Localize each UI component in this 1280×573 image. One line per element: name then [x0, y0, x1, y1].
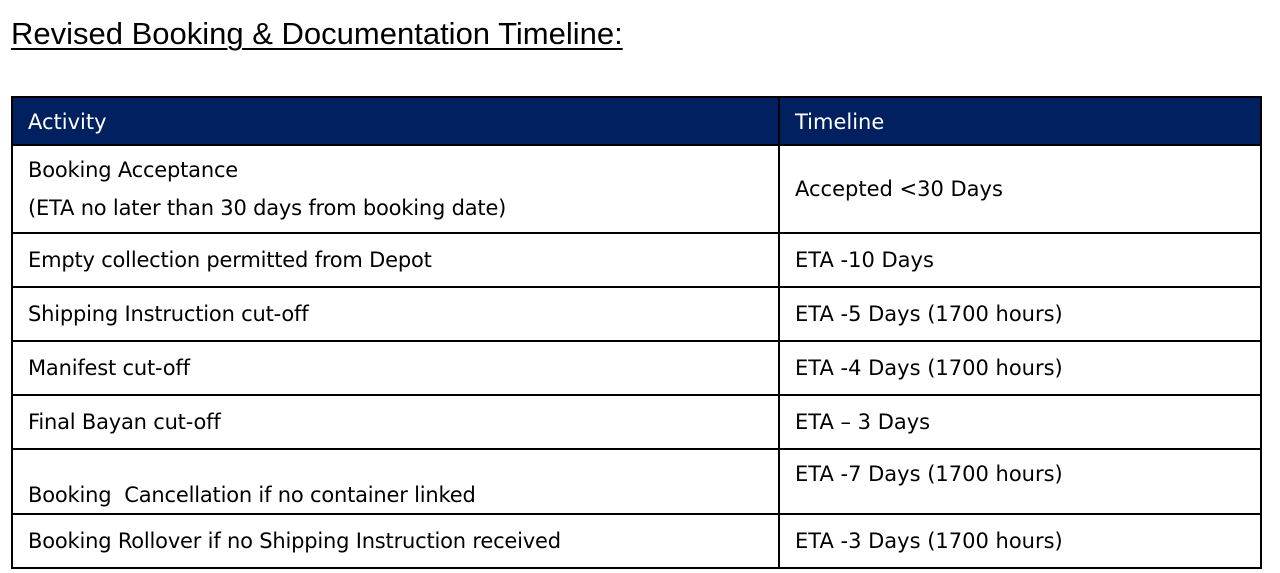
timeline-cell: [779, 514, 1261, 568]
timeline-text: ETA -3 Days (1700 hours): [795, 529, 1063, 553]
activity-cell: [12, 449, 779, 514]
activity-cell: [12, 233, 779, 287]
activity-text: Empty collection permitted from Depot: [28, 248, 432, 272]
activity-text: Booking Rollover if no Shipping Instruction received: [28, 529, 561, 553]
activity-text: Final Bayan cut-off: [28, 410, 221, 434]
activity-note: (ETA no later than 30 days from booking date): [28, 196, 507, 220]
timeline-cell: [779, 233, 1261, 287]
activity-text: Manifest cut-off: [28, 356, 190, 380]
table-row: [12, 287, 1261, 341]
timeline-text: ETA -5 Days (1700 hours): [795, 302, 1063, 326]
timeline-cell: [779, 145, 1261, 233]
timeline-cell: [779, 449, 1261, 514]
timeline-text: ETA -10 Days: [795, 248, 934, 272]
activity-cell: [12, 395, 779, 449]
document-title: Revised Booking & Documentation Timeline:: [11, 16, 623, 51]
table-row: [12, 145, 1261, 233]
timeline-column-header: Timeline: [779, 97, 1261, 145]
activity-cell: [12, 287, 779, 341]
booking-timeline-table: [11, 96, 1262, 569]
table-body: [12, 145, 1261, 568]
table-row: [12, 449, 1261, 514]
table-row: [12, 514, 1261, 568]
table-row: [12, 233, 1261, 287]
table-row: [12, 395, 1261, 449]
timeline-text: Accepted <30 Days: [795, 177, 1003, 201]
activity-text: Booking Cancellation if no container linked: [28, 483, 476, 507]
timeline-cell: [779, 395, 1261, 449]
timeline-cell: [779, 287, 1261, 341]
timeline-text: ETA -4 Days (1700 hours): [795, 356, 1063, 380]
activity-cell: [12, 145, 779, 233]
timeline-text: ETA – 3 Days: [795, 410, 931, 434]
header-row: [12, 97, 1261, 145]
table-header: [12, 97, 1261, 145]
activity-cell: [12, 514, 779, 568]
timeline-cell: [779, 341, 1261, 395]
activity-text: Booking Acceptance: [28, 158, 239, 182]
activity-text: Shipping Instruction cut-off: [28, 302, 309, 326]
timeline-text: ETA -7 Days (1700 hours): [795, 462, 1063, 486]
table-row: [12, 341, 1261, 395]
activity-column-header: Activity: [12, 97, 779, 145]
activity-cell: [12, 341, 779, 395]
